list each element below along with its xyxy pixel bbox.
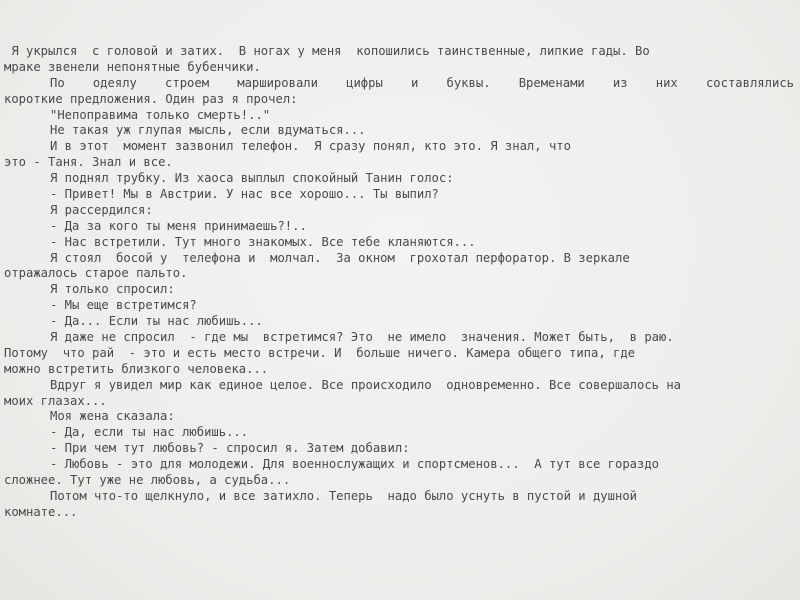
text-line: Вдруг я увидел мир как единое целое. Все происходило одновременно. Все совершалось на <box>50 377 682 392</box>
text-line: мраке звенели непонятные бубенчики. <box>4 59 261 74</box>
text-line: Я только спросил: <box>50 282 175 297</box>
text-line: "Непоправима только смерть!.." <box>50 107 271 122</box>
text-line: - Да, если ты нас любишь... <box>50 425 249 440</box>
text-line: Я поднял трубку. Из хаоса выплыл спокойный Танин голос: <box>50 171 454 186</box>
text-line: Я стоял босой у телефона и молчал. За окном грохотал перфоратор. В зеркале <box>50 250 630 265</box>
text-line: комнате... <box>4 504 78 519</box>
text-line: Я укрылся с головой и затих. В ногах у меня копошились таинственные, липкие гады. Во <box>4 44 650 58</box>
text-line: сложнее. Тут уже не любовь, а судьба... <box>4 473 291 488</box>
text-line: отражалось старое пальто. <box>4 266 188 281</box>
text-line: - Мы еще встретимся? <box>50 298 197 313</box>
document-text <box>4 44 794 521</box>
text-line: - Да за кого ты меня принимаешь?!.. <box>50 218 307 233</box>
text-line: По одеялу строем маршировали цифры и буквы. Временами из них составлялись <box>50 75 794 90</box>
text-line: можно встретить близкого человека... <box>4 361 269 376</box>
text-line: И в этот момент зазвонил телефон. Я сразу понял, кто это. Я знал, что <box>50 139 571 154</box>
text-line: Не такая уж глупая мысль, если вдуматься... <box>50 123 366 138</box>
text-line: - При чем тут любовь? - спросил я. Затем добавил: <box>50 441 410 456</box>
text-line: моих глазах... <box>4 393 107 408</box>
text-line: - Любовь - это для молодежи. Для военнослужащих и спортсменов... А тут все гораздо <box>50 457 660 472</box>
text-line: Потом что-то щелкнуло, и все затихло. Теперь надо было уснуть в пустой и душной <box>50 488 637 503</box>
text-line: - Привет! Мы в Австрии. У нас все хорошо... Ты выпил? <box>50 187 439 202</box>
text-line: Я рассердился: <box>50 202 153 217</box>
text-line: это - Таня. Знал и все. <box>4 155 173 170</box>
text-line: Моя жена сказала: <box>50 409 175 424</box>
text-line: короткие предложения. Один раз я прочел: <box>4 91 298 106</box>
text-line: Я даже не спросил - где мы встретимся? Это не имело значения. Может быть, в раю. <box>50 330 674 345</box>
text-line: Потому что рай - это и есть место встречи. И больше ничего. Камера общего типа, где <box>4 345 636 360</box>
text-line: - Нас встретили. Тут много знакомых. Все тебе кланяются... <box>50 234 476 249</box>
text-line: - Да... Если ты нас любишь... <box>50 314 263 329</box>
